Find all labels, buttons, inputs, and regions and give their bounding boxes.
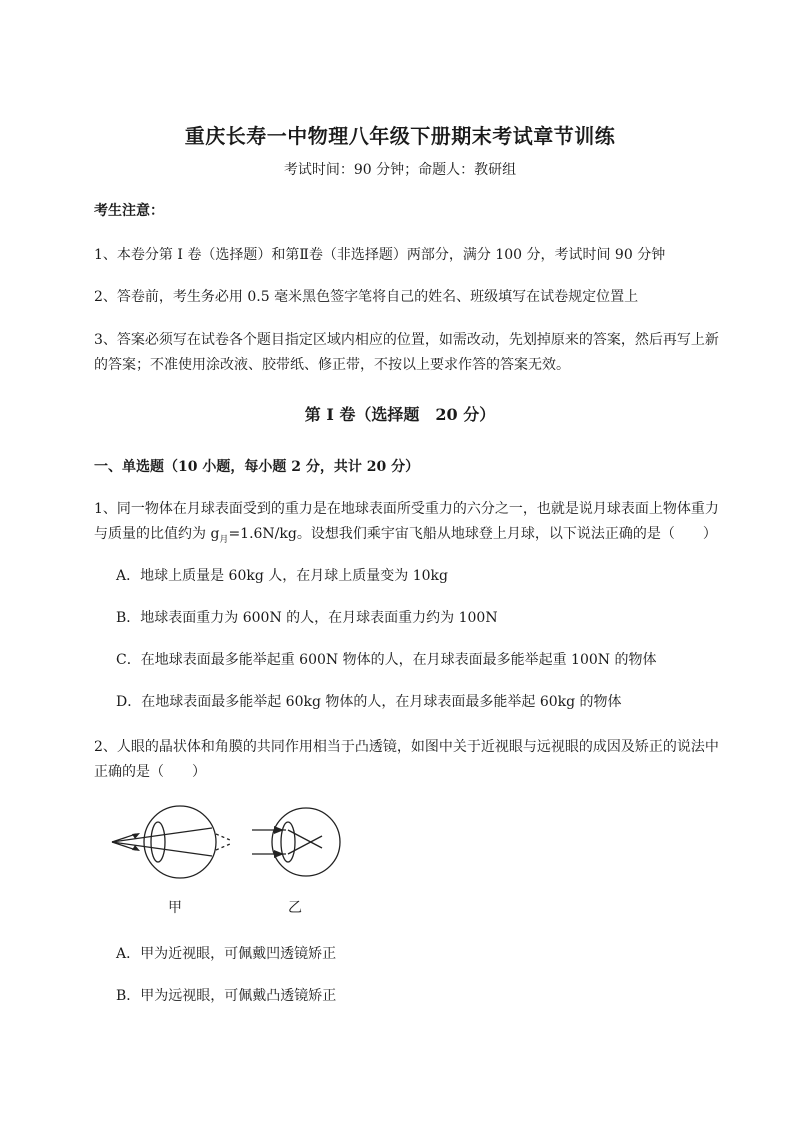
question-1-option-d[interactable]: D．在地球表面最多能举起 60kg 物体的人，在月球表面最多能举起 60kg 的物体 xyxy=(116,694,622,710)
question-2-option-b[interactable]: B．甲为远视眼，可佩戴凸透镜矫正 xyxy=(116,988,337,1004)
eye-yi-ball xyxy=(272,808,340,876)
eye-yi xyxy=(252,808,340,876)
notice-heading: 考生注意： xyxy=(94,203,164,219)
eye-jia-ray-upper xyxy=(112,828,212,842)
page-title: 重庆长寿一中物理八年级下册期末考试章节训练 xyxy=(184,124,616,148)
question-1-stem-line1: 1、同一物体在月球表面受到的重力是在地球表面所受重力的六分之一，也就是说月球表面上物体重力 xyxy=(94,501,719,517)
notice-item-3: 3、答案必须写在试卷各个题目指定区域内相应的位置，如需改动，先划掉原来的答案，然后再写上新 xyxy=(94,332,719,348)
notice-item-3-cont: 的答案；不准使用涂改液、胶带纸、修正带，不按以上要求作答的答案无效。 xyxy=(94,357,570,373)
eye-yi-arrow-upper xyxy=(274,826,284,834)
eye-jia-ray-lower xyxy=(112,842,212,856)
eye-yi-arrow-lower xyxy=(274,850,284,858)
eye-jia-dashed-lower xyxy=(216,844,230,850)
section-title: 第 I 卷（选择题 20 分） xyxy=(304,405,496,424)
q1-stem-part-a: 与质量的比值约为 g xyxy=(94,526,220,542)
q1-subscript: 月 xyxy=(219,534,229,545)
eye-jia-dashed-upper xyxy=(216,834,230,840)
eye-jia xyxy=(112,806,230,878)
notice-item-1: 1、本卷分第 I 卷（选择题）和第Ⅱ卷（非选择题）两部分，满分 100 分，考试时间 90 分钟 xyxy=(94,247,666,263)
question-2-stem-line1: 2、人眼的晶状体和角膜的共同作用相当于凸透镜，如图中关于近视眼与远视眼的成因及矫正的说法中 xyxy=(94,739,719,755)
exam-info: 考试时间：90 分钟；命题人：教研组 xyxy=(283,162,517,178)
figure-label-yi: 乙 xyxy=(288,900,302,916)
question-1-option-c[interactable]: C．在地球表面最多能举起重 600N 物体的人，在月球表面最多能举起重 100N 的物体 xyxy=(116,652,657,668)
eye-jia-ball xyxy=(144,806,216,878)
question-1-option-b[interactable]: B．地球表面重力为 600N 的人，在月球表面重力约为 100N xyxy=(116,610,498,626)
eye-yi-lens xyxy=(281,822,295,862)
notice-item-2: 2、答卷前，考生务必用 0.5 毫米黑色签字笔将自己的姓名、班级填写在试卷规定位置上 xyxy=(94,289,639,305)
eye-jia-lens xyxy=(151,822,165,862)
eye-diagram xyxy=(108,800,348,920)
question-2-option-a[interactable]: A．甲为近视眼，可佩戴凹透镜矫正 xyxy=(116,946,337,962)
question-1-option-a[interactable]: A．地球上质量是 60kg 人，在月球上质量变为 10kg xyxy=(116,568,448,584)
question-2-stem-line2: 正确的是（ ） xyxy=(94,764,206,780)
figure-label-jia: 甲 xyxy=(168,900,182,916)
q1-stem-part-b: =1.6N/kg。设想我们乘宇宙飞船从地球登上月球，以下说法正确的是（ ） xyxy=(228,526,717,542)
part-heading: 一、单选题（10 小题，每小题 2 分，共计 20 分） xyxy=(94,459,420,475)
question-1-stem-line2 xyxy=(94,522,754,552)
